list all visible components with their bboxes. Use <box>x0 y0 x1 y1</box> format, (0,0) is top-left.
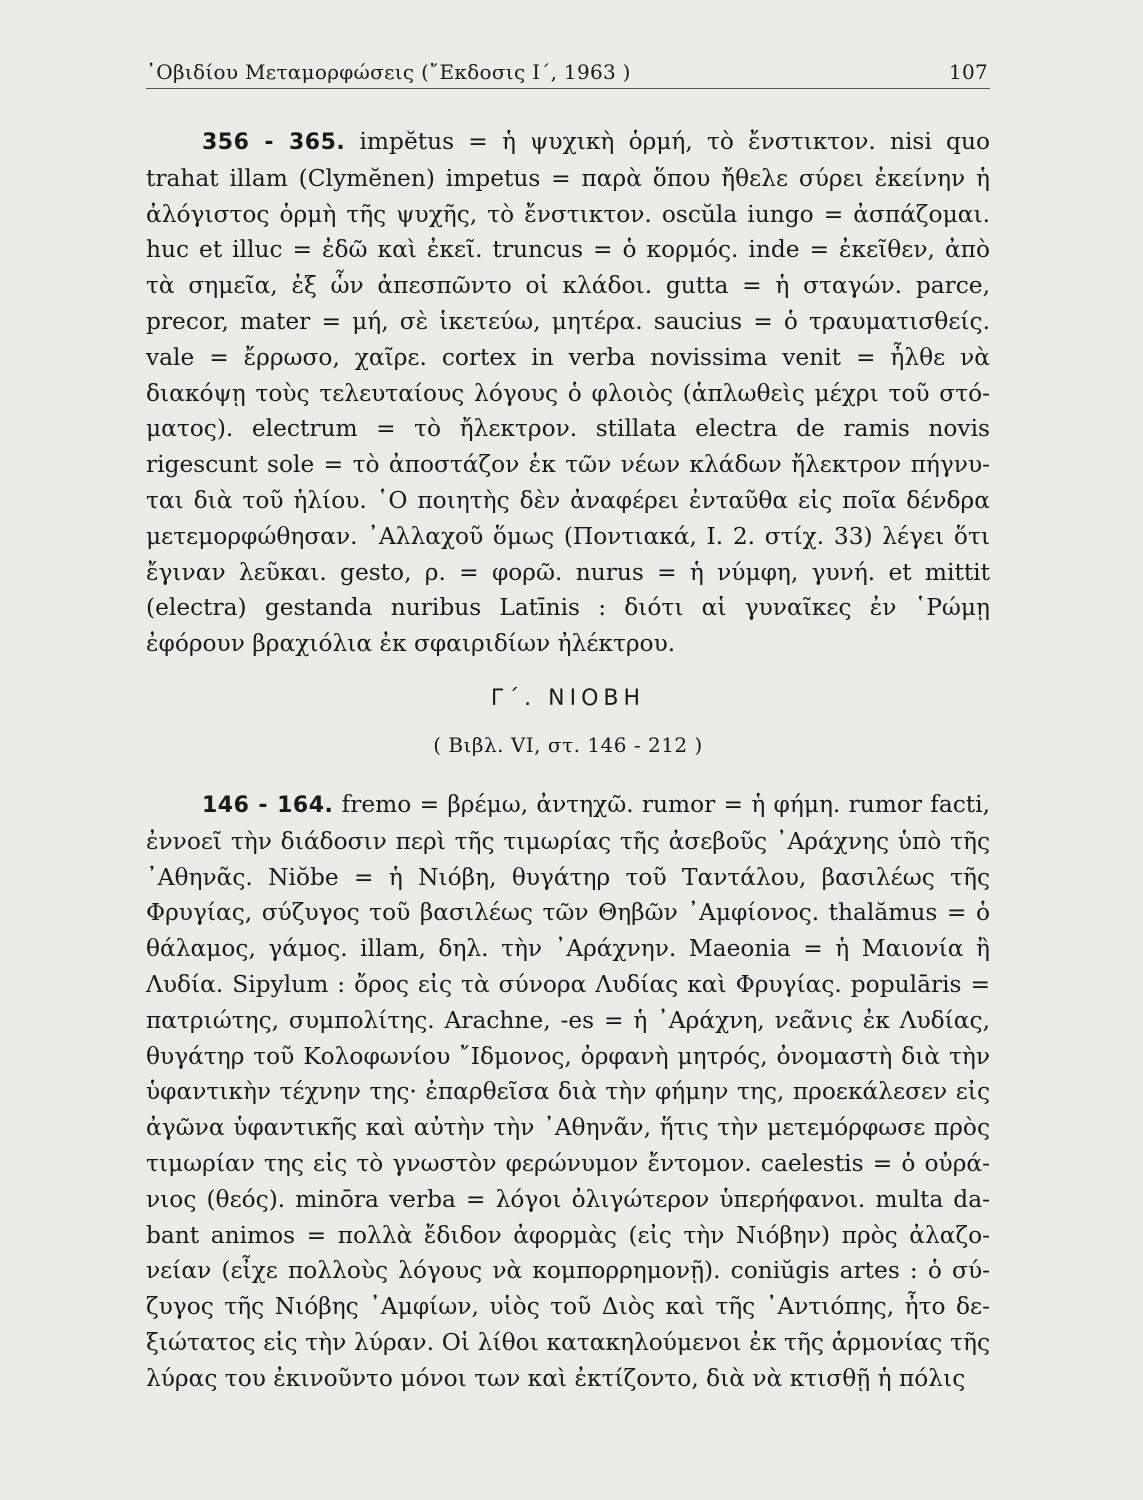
entry-line-range: 146 - 164. <box>202 793 334 818</box>
entry-text: impĕtus = ἡ ψυχικὴ ὁρμή, τὸ ἔνστικτον. nisi quo trahat illam (Clymĕnen) impetus = παρὰ ὅπου ἤθελε σύρει ἐκείνην ἡ ἀλόγιστος ὁρμὴ τῆς ψυχῆς, τὸ ἔνστικτον. oscŭla iungo = ἀσπάζομαι. huc et illuc = ἐδῶ καὶ ἐκεῖ. truncus = ὁ κορμός. inde = ἐκεῖθεν, ἀπὸ τὰ σημεῖα, ἐξ ὧν ἀπεσπῶντο οἱ κλάδοι. gutta = ἡ σταγών. parce, precor, mater = μή, σὲ ἱκετεύω, μητέρα. saucius = ὁ τραυματισθείς. vale = ἔρρωσο, χαῖρε. cortex in verba novissima venit = ἦλθε νὰ διακόψῃ τοὺς τελευταίους λόγους ὁ φλοιὸς (ἁπλωθεὶς μέχρι τοῦ στόματος). electrum = τὸ ἤλεκτρον. stillata electra de ramis novis rigescunt sole = τὸ ἀποστάζον ἐκ τῶν νέων κλάδων ἤλεκτρον πήγνυται διὰ τοῦ ἡλίου. ῾Ο ποιητὴς δὲν ἀναφέρει ἐνταῦθα εἰς ποῖα δένδρα μετεμορφώθησαν. ᾿Αλλαχοῦ ὅμως (Ποντιακά, Ι. 2. στίχ. 33) λέγει ὅτι ἔγιναν λεῦκαι. gesto, ρ. = φορῶ. nurus = ἡ νύμφη, γυνή. et mittit (electra) gestanda nuribus Latīnis : διότι αἱ γυναῖκες ἐν ῾Ρώμῃ ἐφόρουν βραχιόλια ἐκ σφαιριδίων ἠλέκτρου. <box>146 128 990 658</box>
running-head-title: ᾿Οβιδίου Μεταμορφώσεις (῎Εκδοσις Ι΄, 1963 ) <box>146 60 631 84</box>
section-title: Γ΄. ΝΙΟΒΗ <box>490 686 646 711</box>
entry-paragraph <box>146 787 990 1397</box>
entry-text: fremo = βρέμω, ἀντηχῶ. rumor = ἡ φήμη. rumor facti, ἐννοεῖ τὴν διάδοσιν περὶ τῆς τιμωρίας τῆς ἀσεβοῦς ᾿Αράχνης ὑπὸ τῆς ᾿Αθηνᾶς. Niŏbe = ἡ Νιόβη, θυγάτηρ τοῦ Ταντάλου, βασιλέως τῆς Φρυγίας, σύζυγος τοῦ βασιλέως τῶν Θηβῶν ᾿Αμφίονος. thalămus = ὁ θάλαμος, γάμος. illam, δηλ. τὴν ᾿Αράχνην. Maeonia = ἡ Μαιονία ἢ Λυδία. Sipylum : ὄρος εἰς τὰ σύνορα Λυδίας καὶ Φρυγίας. populāris = πατριώτης, συμπολίτης. Arachne, -es = ἡ ᾿Αράχνη, νεᾶνις ἐκ Λυδίας, θυγάτηρ τοῦ Κολοφωνίου ῎Ιδμονος, ὀρφανὴ μητρός, ὀνομαστὴ διὰ τὴν ὑφαντικὴν τέχνην της· ἐπαρθεῖσα διὰ τὴν φήμην της, προεκάλεσεν εἰς ἀγῶνα ὑφαντικῆς καὶ αὐτὴν τὴν ᾿Αθηνᾶν, ἥτις τὴν μετεμόρφωσε πρὸς τιμωρίαν της εἰς τὸ γνωστὸν φερώνυμον ἔντομον. caelestis = ὁ οὐράνιος (θεός). minōra verba = λόγοι ὀλιγώτερον ὑπερήφανοι. multa dabant animos = πολλὰ ἔδιδον ἀφορμὰς (εἰς τὴν Νιόβην) πρὸς ἀλαζονείαν (εἶχε πολλοὺς λόγους νὰ κομπορρημονῇ). coniŭgis artes : ὁ σύζυγος τῆς Νιόβης ᾿Αμφίων, υἱὸς τοῦ Διὸς καὶ τῆς ᾿Αντιόπης, ἦτο δεξιώτατος εἰς τὴν λύραν. Οἱ λίθοι κατακηλούμενοι ἐκ τῆς ἁρμονίας τῆς λύρας του ἐκινοῦντο μόνοι των καὶ ἐκτίζοντο, διὰ νὰ κτισθῇ ἡ πόλις <box>146 791 991 1392</box>
section-reference: ( Βιβλ. VI, στ. 146 - 212 ) <box>433 733 703 757</box>
running-head <box>146 56 990 89</box>
entry-paragraph <box>146 124 990 662</box>
entry-line-range: 356 - 365. <box>202 130 346 155</box>
page-number: 107 <box>948 60 988 84</box>
